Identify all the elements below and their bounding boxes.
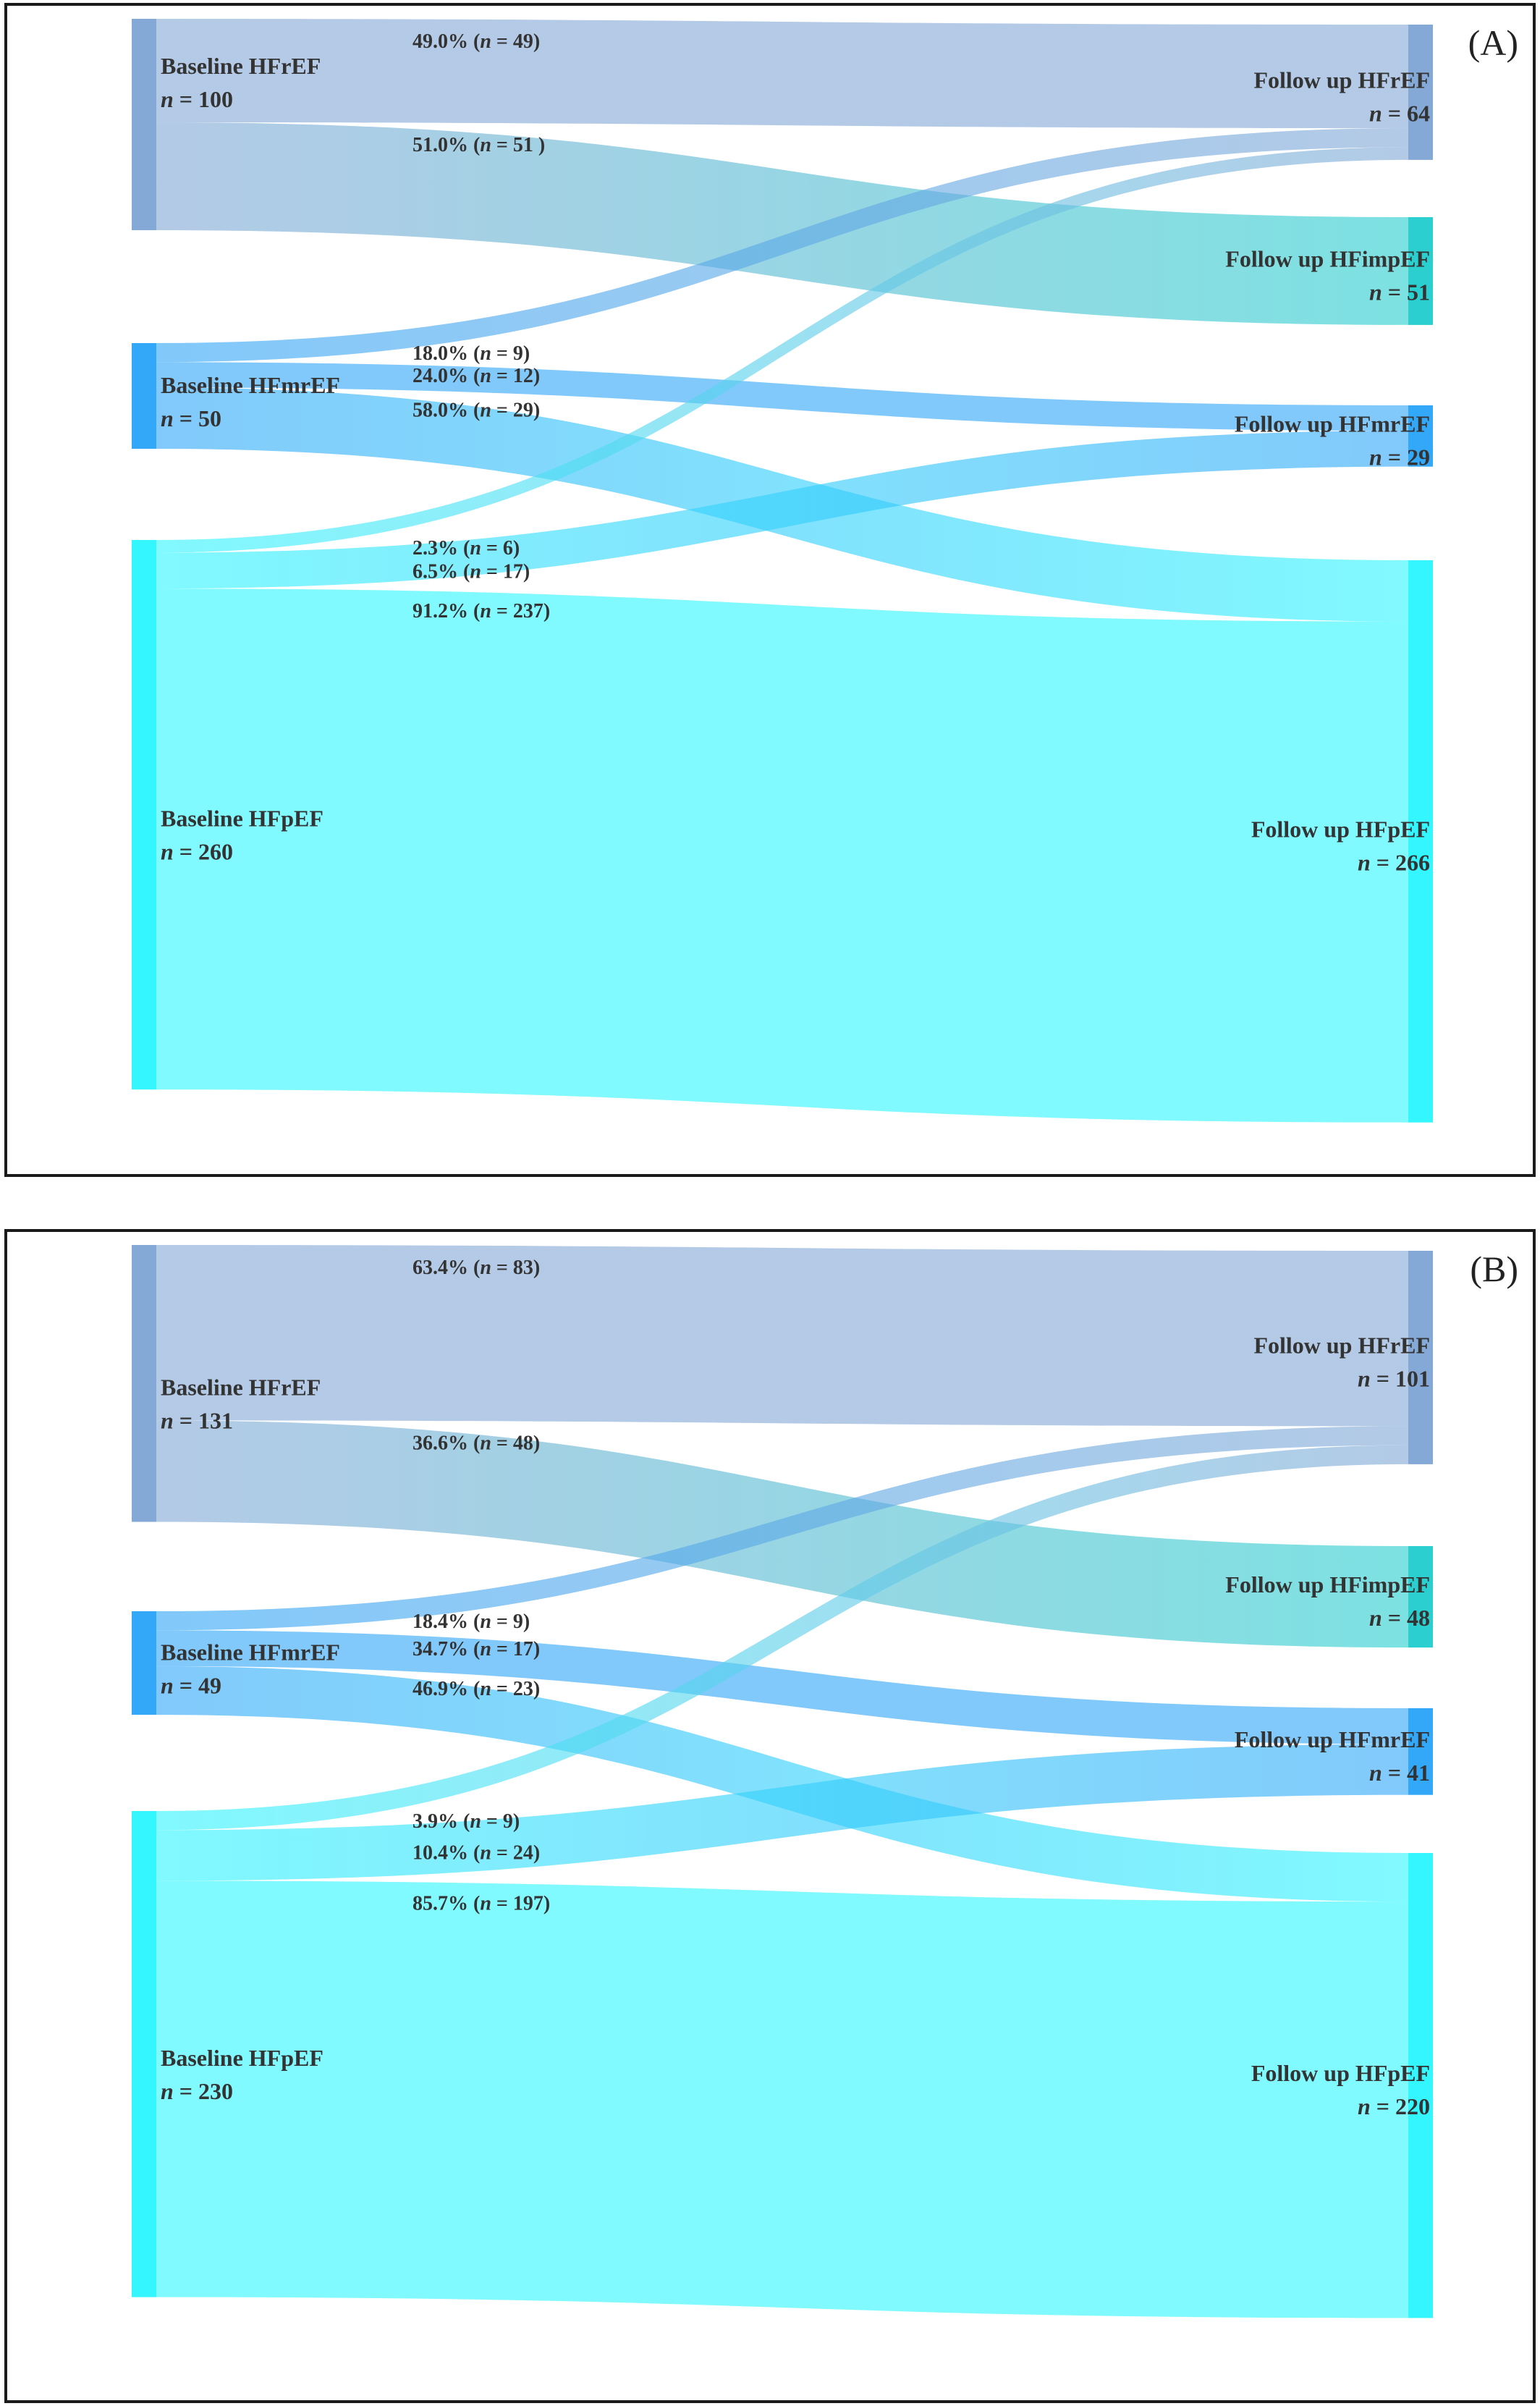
flow-hfref-to-hfref — [156, 1245, 1408, 1426]
source-node-label: Baseline HFpEF — [161, 2044, 323, 2071]
source-node-label: Baseline HFmrEF — [161, 372, 340, 398]
flow-hfpef-to-hfpef — [156, 1881, 1408, 2318]
sankey-diagram-a — [7, 6, 1533, 1174]
sankey-diagram-b — [7, 1232, 1533, 2400]
source-node-label: Baseline HFpEF — [161, 805, 323, 832]
source-node-hfmref — [132, 1611, 156, 1715]
source-node-count: n = 49 — [161, 1672, 222, 1699]
flow-hfref-to-hfref — [156, 19, 1408, 128]
target-node-label: Follow up HFrEF — [1253, 1332, 1430, 1359]
flow-label: 18.4% (n = 9) — [412, 1611, 530, 1634]
source-node-count: n = 131 — [161, 1407, 234, 1434]
flow-label: 36.6% (n = 48) — [412, 1432, 541, 1455]
flow-label: 91.2% (n = 237) — [412, 600, 551, 623]
flow-label: 10.4% (n = 24) — [412, 1841, 541, 1865]
flow-label: 58.0% (n = 29) — [412, 399, 541, 422]
sankey-panel-b — [4, 1229, 1536, 2403]
target-node-count: n = 266 — [1357, 849, 1430, 876]
source-node-count: n = 230 — [161, 2077, 234, 2104]
flow-label: 51.0% (n = 51 ) — [412, 134, 546, 157]
panel-label-a: (A) — [1468, 22, 1518, 63]
target-node-label: Follow up HFpEF — [1251, 816, 1430, 843]
target-node-count: n = 41 — [1368, 1759, 1430, 1786]
sankey-panel-a — [4, 3, 1536, 1177]
source-node-count: n = 260 — [161, 838, 234, 865]
flow-label: 6.5% (n = 17) — [412, 560, 530, 583]
target-node-label: Follow up HFmrEF — [1234, 1726, 1430, 1752]
source-node-hfmref — [132, 343, 156, 449]
source-node-label: Baseline HFmrEF — [161, 1639, 340, 1666]
flow-ribbons — [156, 1245, 1408, 2318]
flow-ribbons — [156, 19, 1408, 1123]
flow-label: 34.7% (n = 17) — [412, 1638, 541, 1661]
target-node-count: n = 48 — [1368, 1605, 1430, 1632]
source-node-label: Baseline HFrEF — [161, 1374, 321, 1401]
source-node-hfref — [132, 19, 156, 230]
target-node-count: n = 51 — [1368, 279, 1430, 305]
source-node-hfpef — [132, 540, 156, 1089]
target-node-label: Follow up HFmrEF — [1234, 410, 1430, 437]
flow-label: 63.4% (n = 83) — [412, 1257, 541, 1279]
flow-hfpef-to-hfpef — [156, 588, 1408, 1123]
source-node-label: Baseline HFrEF — [161, 53, 321, 79]
flow-label: 46.9% (n = 23) — [412, 1677, 541, 1700]
flow-label: 2.3% (n = 6) — [412, 537, 520, 560]
panel-label-b: (B) — [1470, 1249, 1518, 1289]
target-node-label: Follow up HFrEF — [1253, 67, 1430, 93]
source-node-count: n = 50 — [161, 405, 222, 431]
target-node-label: Follow up HFpEF — [1251, 2060, 1430, 2087]
flow-label: 24.0% (n = 12) — [412, 364, 541, 387]
source-node-hfref — [132, 1245, 156, 1522]
flow-label: 85.7% (n = 197) — [412, 1892, 551, 1915]
target-node-count: n = 101 — [1357, 1365, 1430, 1392]
target-node-label: Follow up HFimpEF — [1225, 245, 1430, 272]
flow-label: 49.0% (n = 49) — [412, 30, 541, 53]
source-node-count: n = 100 — [161, 86, 234, 112]
source-node-hfpef — [132, 1811, 156, 2297]
target-node-count: n = 64 — [1368, 100, 1430, 127]
target-node-count: n = 220 — [1357, 2093, 1430, 2120]
flow-label: 3.9% (n = 9) — [412, 1810, 520, 1833]
flow-label: 18.0% (n = 9) — [412, 342, 530, 366]
target-node-count: n = 29 — [1368, 444, 1430, 470]
target-node-label: Follow up HFimpEF — [1225, 1571, 1430, 1598]
